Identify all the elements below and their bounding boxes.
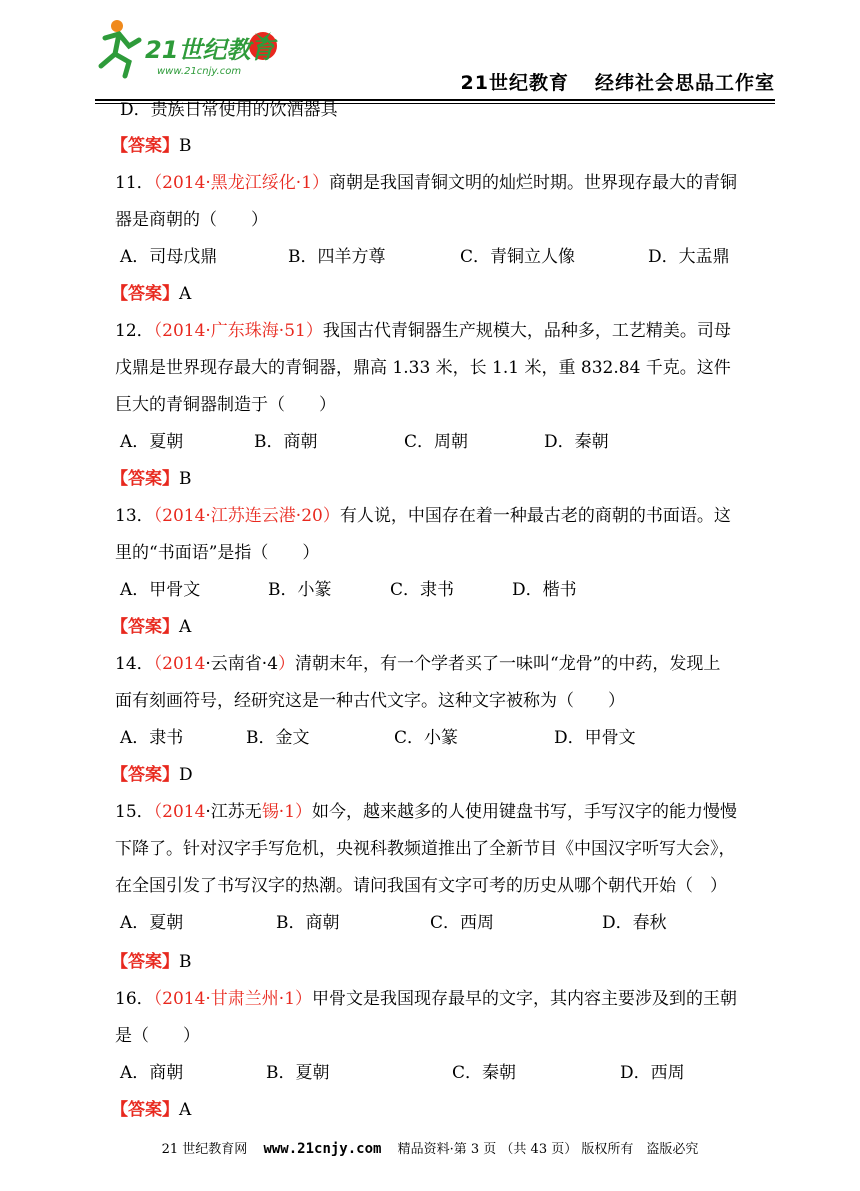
- question-15-cont: 在全国引发了书写汉字的热潮。请问我国有文字可考的历史从哪个朝代开始（ ）: [115, 876, 727, 896]
- option-b: B．商朝: [254, 432, 318, 452]
- header-title: [461, 68, 775, 95]
- option-c: C．周朝: [404, 432, 469, 452]
- option-d: D．春秋: [602, 913, 667, 933]
- option-d: D．秦朝: [544, 432, 609, 452]
- header-title-right: 经纬社会思品工作室: [594, 72, 775, 94]
- option-b: B．金文: [246, 728, 310, 748]
- question-source: （2014·黑龙江绥化·1）: [153, 173, 330, 193]
- answer-value: A: [179, 1100, 192, 1120]
- option-d: D．甲骨文: [554, 728, 636, 748]
- question-12: 12．（2014·广东珠海·51）我国古代青铜器生产规模大，品种多，工艺精美。司母: [115, 321, 731, 341]
- answer-line: [111, 1098, 191, 1122]
- answer-value: B: [179, 952, 192, 972]
- answer-line: [111, 467, 192, 491]
- question-11: 11．（2014·黑龙江绥化·1）商朝是我国青铜文明的灿烂时期。世界现存最大的青铜: [115, 173, 738, 193]
- option-b: B．商朝: [276, 913, 340, 933]
- question-14-cont: 面有刻画符号，经研究这是一种古代文字。这种文字被称为（ ）: [115, 691, 625, 711]
- question-15-cont: 下降了。针对汉字手写危机，央视科教频道推出了全新节目《中国汉字听写大会》，: [115, 839, 736, 859]
- option-a: A．司母戊鼎: [120, 247, 218, 267]
- option-a: A．甲骨文: [120, 580, 201, 600]
- question-source: （2014: [153, 802, 206, 822]
- question-13: 13．（2014·江苏连云港·20）有人说，中国存在着一种最古老的商朝的书面语。这: [115, 506, 731, 526]
- question-source: （2014·甘肃兰州·1）: [153, 989, 313, 1009]
- option-d: D．西周: [620, 1063, 685, 1083]
- option-b: B．四羊方尊: [288, 247, 386, 267]
- option-d: D．大盂鼎: [648, 247, 730, 267]
- header-title-left: 21世纪教育: [460, 72, 569, 94]
- question-16-cont: 是（ ）: [115, 1026, 200, 1046]
- answer-value: A: [179, 617, 192, 637]
- answer-label: 【答案】: [111, 952, 179, 972]
- page-header: [95, 12, 795, 92]
- option-c: C．青铜立人像: [460, 247, 576, 267]
- answer-label: 【答案】: [111, 617, 179, 637]
- answer-label: 【答案】: [111, 765, 179, 785]
- running-figure-icon: [101, 20, 139, 76]
- answer-line: [111, 763, 193, 787]
- answer-label: 【答案】: [111, 469, 179, 489]
- answer-label: 【答案】: [111, 136, 179, 156]
- logo-text: 21世纪教育: [145, 36, 275, 64]
- answer-line: [111, 282, 191, 306]
- option-c: C．西周: [430, 913, 495, 933]
- question-13-cont: 里的“书面语”是指（ ）: [115, 543, 320, 563]
- answer-line: [111, 615, 191, 639]
- answer-line: [111, 134, 192, 158]
- question-12-cont: 巨大的青铜器制造于（ ）: [115, 395, 336, 415]
- page-footer: [0, 1138, 860, 1157]
- answer-label: 【答案】: [111, 284, 179, 304]
- question-14: 14．（2014·云南省·4）清朝末年，有一个学者买了一味叫“龙骨”的中药，发现上: [115, 654, 721, 674]
- footer-page-info: 精品资料·第 3 页 （共 43 页） 版权所有 盗版必究: [397, 1142, 699, 1157]
- question-source: （2014: [153, 654, 206, 674]
- logo-url: www.21cnjy.com: [157, 66, 242, 77]
- option-a: A．夏朝: [120, 432, 184, 452]
- question-16: 16．（2014·甘肃兰州·1）甲骨文是我国现存最早的文字，其内容主要涉及到的王朝: [115, 989, 738, 1009]
- 21cnjy-logo: [95, 16, 295, 84]
- question-15: 15．（2014·江苏无锡·1）如今，越来越多的人使用键盘书写，手写汉字的能力慢慢: [115, 802, 738, 822]
- question-12-cont: 戊鼎是世界现存最大的青铜器，鼎高 1.33 米，长 1.1 米，重 832.84 千克。这件: [115, 358, 731, 378]
- option-d: D．楷书: [512, 580, 577, 600]
- option-line: D．贵族日常使用的饮酒器具: [120, 100, 338, 120]
- question-source: （2014·江苏连云港·20）: [153, 506, 340, 526]
- option-b: B．小篆: [268, 580, 332, 600]
- option-a: A．隶书: [120, 728, 184, 748]
- answer-value: B: [179, 136, 192, 156]
- answer-label: 【答案】: [111, 1100, 179, 1120]
- question-11-cont: 器是商朝的（ ）: [115, 210, 268, 230]
- footer-site-url[interactable]: www.21cnjy.com: [263, 1141, 382, 1157]
- answer-value: A: [179, 284, 192, 304]
- option-c: C．隶书: [390, 580, 455, 600]
- option-a: A．夏朝: [120, 913, 184, 933]
- answer-line: [111, 950, 192, 974]
- option-c: C．小篆: [394, 728, 459, 748]
- option-c: C．秦朝: [452, 1063, 517, 1083]
- option-b: B．夏朝: [266, 1063, 330, 1083]
- question-source: （2014·广东珠海·51）: [153, 321, 323, 341]
- option-a: A．商朝: [120, 1063, 184, 1083]
- answer-value: D: [179, 765, 193, 785]
- answer-value: B: [179, 469, 192, 489]
- footer-site-name: 21 世纪教育网: [161, 1142, 248, 1157]
